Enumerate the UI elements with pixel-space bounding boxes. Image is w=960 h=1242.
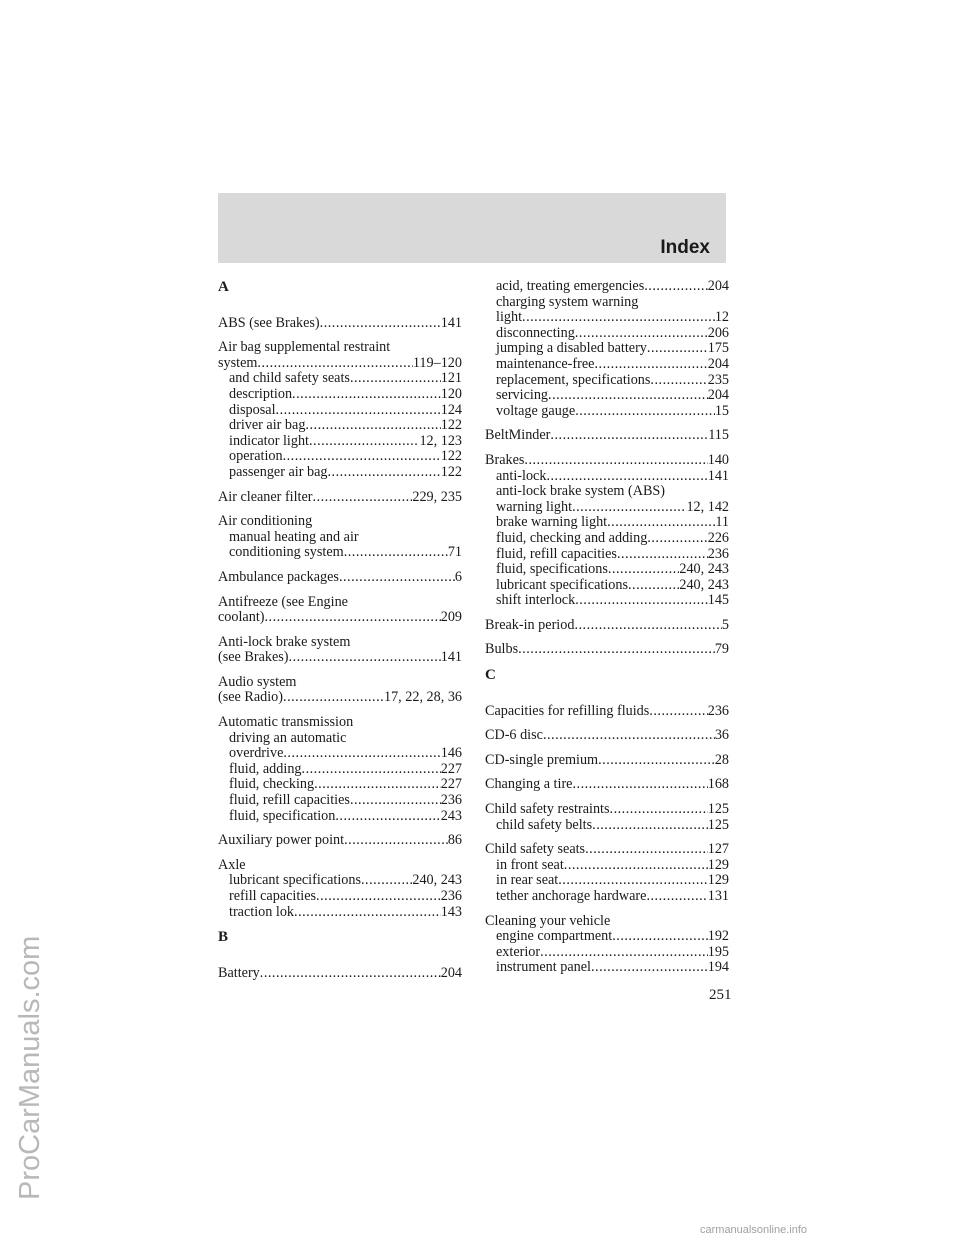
- dot-leader: [518, 642, 715, 658]
- index-entry-line: [218, 715, 462, 731]
- index-entry-line: [485, 753, 729, 769]
- dot-leader: [339, 570, 455, 586]
- index-term: Air conditioning: [218, 513, 313, 530]
- index-subentry-line: [218, 762, 462, 778]
- index-term: Ambulance packages: [218, 568, 339, 585]
- index-entry: [485, 618, 729, 634]
- index-entry: [218, 490, 462, 506]
- index-term: anti-lock brake system (ABS): [496, 483, 666, 500]
- index-subentry-line: [485, 562, 729, 578]
- index-entry-line: [218, 595, 462, 611]
- dot-leader: [574, 618, 721, 634]
- dot-leader: [591, 960, 708, 976]
- index-subentry-line: [485, 593, 729, 609]
- index-page-ref: 71: [447, 544, 462, 561]
- index-page-ref: 122: [440, 448, 462, 465]
- index-subentry-line: [485, 818, 729, 834]
- index-entry-line: [218, 690, 462, 706]
- index-entry: [485, 279, 729, 419]
- index-page-ref: 12, 123: [419, 432, 462, 449]
- index-term: Child safety seats: [485, 841, 586, 858]
- index-term: Antifreeze (see Engine: [218, 593, 348, 610]
- index-term: servicing: [496, 387, 549, 404]
- index-entry-line: [218, 675, 462, 691]
- dot-leader: [313, 490, 413, 506]
- index-term: fluid, specification: [229, 807, 336, 824]
- index-page-ref: 122: [440, 463, 462, 480]
- index-letter-heading: C: [485, 667, 496, 684]
- index-subentry-line: [485, 388, 729, 404]
- index-subentry-line: [218, 530, 462, 546]
- dot-leader: [546, 469, 707, 485]
- index-page-ref: 17, 22, 28, 36: [383, 689, 462, 706]
- index-page-ref: 227: [440, 760, 462, 777]
- index-term: jumping a disabled battery: [496, 340, 647, 357]
- index-term: Auxiliary power point: [218, 832, 345, 849]
- index-term: Break-in period: [485, 616, 575, 633]
- index-term: coolant): [218, 609, 265, 626]
- dot-leader: [612, 929, 708, 945]
- index-term: fluid, refill capacities: [229, 792, 350, 809]
- index-term: Axle: [218, 856, 246, 873]
- dot-leader: [302, 762, 441, 778]
- index-term: warning light: [496, 498, 573, 515]
- dot-leader: [264, 610, 440, 626]
- index-term: traction lok: [229, 903, 295, 920]
- index-subentry-line: [485, 873, 729, 889]
- dot-leader: [540, 945, 708, 961]
- index-subentry-line: [218, 371, 462, 387]
- dot-leader: [647, 531, 707, 547]
- index-page-ref: 240, 243: [412, 872, 462, 889]
- index-page-ref: 15: [714, 402, 729, 419]
- dot-leader: [283, 690, 384, 706]
- index-page-ref: 236: [707, 702, 729, 719]
- dot-leader: [607, 515, 715, 531]
- index-subentry-line: [218, 449, 462, 465]
- index-subentry-line: [485, 326, 729, 342]
- index-entry-line: [485, 777, 729, 793]
- index-entry: [485, 842, 729, 904]
- index-term: in front seat: [496, 856, 564, 873]
- index-entry: [485, 728, 729, 744]
- index-page-ref: 206: [707, 324, 729, 341]
- index-entry-line: [218, 635, 462, 651]
- index-page-ref: 204: [707, 387, 729, 404]
- index-page-ref: 131: [707, 888, 729, 904]
- index-term: lubricant specifications: [229, 872, 361, 889]
- index-subentry-line: [218, 793, 462, 809]
- index-term: engine compartment: [496, 928, 613, 945]
- dot-leader: [610, 802, 708, 818]
- index-entry-line: [218, 833, 462, 849]
- dot-leader: [575, 326, 708, 342]
- index-subentry-line: [485, 929, 729, 945]
- index-page-ref: 122: [440, 417, 462, 434]
- index-term: driver air bag: [229, 417, 306, 434]
- index-term: fluid, adding: [229, 760, 302, 777]
- index-term: indicator light: [229, 432, 309, 449]
- index-page-ref: 204: [440, 964, 462, 981]
- index-entry: [485, 453, 729, 609]
- index-page-ref: 240, 243: [679, 576, 729, 593]
- index-term: conditioning system: [229, 544, 344, 561]
- index-page-ref: 236: [440, 888, 462, 904]
- index-entry: [485, 642, 729, 658]
- dot-leader: [543, 728, 715, 744]
- dot-leader: [344, 833, 448, 849]
- index-term: driving an automatic: [229, 729, 347, 746]
- index-term: CD-single premium: [485, 751, 599, 768]
- index-term: CD-6 disc: [485, 727, 543, 744]
- index-term: acid, treating emergencies: [496, 278, 645, 294]
- index-page-ref: 209: [440, 609, 462, 626]
- index-term: instrument panel: [496, 959, 591, 976]
- index-subentry-line: [218, 465, 462, 481]
- index-term: Audio system: [218, 673, 297, 690]
- index-subentry-line: [485, 547, 729, 563]
- index-subentry-line: [218, 545, 462, 561]
- index-subentry-line: [218, 809, 462, 825]
- index-page-ref: 243: [440, 807, 462, 824]
- dot-leader: [524, 453, 707, 469]
- index-term: child safety belts: [496, 816, 593, 833]
- index-entry: [218, 635, 462, 666]
- index-entry: [485, 914, 729, 976]
- index-entry-line: [218, 356, 462, 372]
- index-term: shift interlock: [496, 592, 576, 609]
- index-entry: [218, 595, 462, 626]
- index-page-ref: 129: [707, 856, 729, 873]
- dot-leader: [361, 873, 412, 889]
- index-page-ref: 120: [440, 385, 462, 402]
- index-term: light: [496, 309, 523, 326]
- index-entry-line: [218, 858, 462, 874]
- dot-leader: [617, 547, 708, 563]
- index-subentry-line: [485, 373, 729, 389]
- index-subentry-line: [485, 484, 729, 500]
- dot-leader: [647, 341, 708, 357]
- index-entry-line: [485, 642, 729, 658]
- index-page-ref: 141: [707, 467, 729, 484]
- index-page-ref: 146: [440, 745, 462, 762]
- index-term: refill capacities: [229, 888, 317, 904]
- index-term: Brakes: [485, 451, 525, 468]
- dot-leader: [650, 373, 707, 389]
- index-term: and child safety seats: [229, 370, 350, 387]
- dot-leader: [314, 777, 441, 793]
- header-band: [218, 193, 726, 263]
- index-entry-line: [218, 570, 462, 586]
- index-page-ref: 115: [708, 427, 729, 444]
- index-page-ref: 235: [707, 371, 729, 388]
- dot-leader: [598, 753, 715, 769]
- index-page-ref: 86: [447, 832, 462, 849]
- dot-leader: [260, 966, 441, 982]
- index-term: exterior: [496, 943, 541, 960]
- index-subentry-line: [218, 731, 462, 747]
- dot-leader: [644, 279, 707, 295]
- index-page-ref: 240, 243: [679, 561, 729, 578]
- dot-leader: [294, 905, 441, 921]
- index-page-ref: 141: [440, 314, 462, 331]
- index-term: ABS (see Brakes): [218, 314, 320, 331]
- dot-leader: [276, 403, 441, 419]
- index-entry: [485, 753, 729, 769]
- index-subentry-line: [485, 515, 729, 531]
- index-entry-line: [218, 340, 462, 356]
- index-page-ref: 145: [707, 592, 729, 609]
- index-subentry-line: [218, 873, 462, 889]
- index-entry: [218, 514, 462, 561]
- index-page-ref: 141: [440, 649, 462, 666]
- dot-leader: [558, 873, 707, 889]
- index-entry: [218, 833, 462, 849]
- index-term: lubricant specifications: [496, 576, 628, 593]
- index-entry: [218, 966, 462, 982]
- index-term: Battery: [218, 964, 260, 981]
- dot-leader: [646, 889, 707, 905]
- index-entry: [218, 570, 462, 586]
- index-entry-line: [485, 453, 729, 469]
- index-term: anti-lock: [496, 467, 547, 484]
- index-term: disconnecting: [496, 324, 575, 341]
- dot-leader: [344, 545, 448, 561]
- watermark-procarmanuals: ProCarManuals.com: [14, 935, 46, 1200]
- dot-leader: [283, 449, 441, 465]
- dot-leader: [550, 428, 708, 444]
- dot-leader: [572, 500, 686, 516]
- index-page-ref: 143: [440, 903, 462, 920]
- index-subentry-line: [485, 578, 729, 594]
- index-page-ref: 119–120: [412, 354, 462, 371]
- index-term: (see Radio): [218, 689, 284, 706]
- index-term: Bulbs: [485, 641, 519, 658]
- index-term: in rear seat: [496, 872, 559, 889]
- index-term: operation: [229, 448, 283, 465]
- index-page-ref: 28: [714, 751, 729, 768]
- dot-leader: [572, 777, 707, 793]
- index-entry-line: [485, 618, 729, 634]
- index-term: passenger air bag: [229, 463, 328, 480]
- index-subentry-line: [218, 418, 462, 434]
- page-number: 251: [709, 987, 732, 1003]
- dot-leader: [320, 316, 441, 332]
- index-subentry-line: [218, 434, 462, 450]
- dot-leader: [592, 818, 708, 834]
- index-entry: [485, 802, 729, 833]
- dot-leader: [316, 889, 441, 905]
- index-entry: [485, 777, 729, 793]
- index-letter-heading: B: [218, 929, 229, 946]
- dot-leader: [608, 562, 679, 578]
- index-term: BeltMinder: [485, 427, 551, 444]
- index-subentry-line: [485, 960, 729, 976]
- dot-leader: [628, 578, 679, 594]
- index-page-ref: 6: [454, 568, 462, 585]
- index-term: Automatic transmission: [218, 714, 354, 731]
- index-term: fluid, checking: [229, 776, 315, 793]
- dot-leader: [289, 650, 441, 666]
- index-entry-line: [218, 650, 462, 666]
- index-term: charging system warning: [496, 293, 639, 310]
- index-subentry-line: [485, 279, 729, 295]
- index-page-ref: 194: [707, 959, 729, 976]
- index-term: replacement, specifications: [496, 371, 651, 388]
- index-term: fluid, checking and adding: [496, 529, 648, 546]
- index-term: Air cleaner filter: [218, 488, 313, 505]
- index-page-ref: 36: [714, 727, 729, 744]
- index-subentry-line: [485, 889, 729, 905]
- index-entry-line: [218, 490, 462, 506]
- index-letter-heading: A: [218, 279, 229, 295]
- index-column-left: [218, 270, 462, 990]
- index-term: manual heating and air: [229, 528, 359, 545]
- index-subentry-line: [485, 469, 729, 485]
- index-subentry-line: [218, 746, 462, 762]
- dot-leader: [522, 310, 715, 326]
- index-page-ref: 125: [707, 801, 729, 818]
- index-page-ref: 5: [721, 616, 729, 633]
- index-term: Changing a tire: [485, 776, 573, 793]
- index-subentry-line: [218, 905, 462, 921]
- watermark-carmanualsonline: carmanualsonline.info: [700, 1224, 808, 1236]
- index-page-ref: 227: [440, 776, 462, 793]
- index-entry: [485, 704, 729, 720]
- index-page-ref: 129: [707, 872, 729, 889]
- index-entry-line: [485, 842, 729, 858]
- dot-leader: [350, 371, 441, 387]
- index-column-right: [485, 279, 729, 985]
- index-subentry-line: [485, 357, 729, 373]
- dot-leader: [575, 593, 708, 609]
- index-entry-line: [485, 704, 729, 720]
- index-term: Anti-lock brake system: [218, 633, 351, 650]
- index-page-ref: 195: [707, 943, 729, 960]
- dot-leader: [594, 357, 707, 373]
- index-subentry-line: [485, 945, 729, 961]
- index-entry-line: [218, 514, 462, 530]
- dot-leader: [327, 465, 440, 481]
- index-term: disposal: [229, 401, 276, 418]
- index-subentry-line: [485, 858, 729, 874]
- index-term: fluid, specifications: [496, 561, 608, 578]
- index-term: Child safety restraints: [485, 801, 610, 818]
- dot-leader: [305, 418, 440, 434]
- index-term: (see Brakes): [218, 649, 289, 666]
- index-page-ref: 12, 142: [686, 498, 729, 515]
- dot-leader: [548, 388, 708, 404]
- index-subentry-line: [485, 295, 729, 311]
- index-page-ref: 127: [707, 841, 729, 858]
- dot-leader: [649, 704, 707, 720]
- index-subentry-line: [218, 889, 462, 905]
- dot-leader: [292, 387, 441, 403]
- index-entry: [218, 675, 462, 706]
- dot-leader: [575, 404, 715, 420]
- index-term: tether anchorage hardware: [496, 888, 647, 904]
- index-page-ref: 121: [440, 370, 462, 387]
- index-term: overdrive: [229, 745, 284, 762]
- dot-leader: [564, 858, 708, 874]
- index-entry: [218, 858, 462, 920]
- index-page-ref: 192: [707, 928, 729, 945]
- index-entry-line: [485, 802, 729, 818]
- index-term: brake warning light: [496, 514, 608, 531]
- index-page-ref: 124: [440, 401, 462, 418]
- index-entry-line: [485, 914, 729, 930]
- index-page-ref: 140: [707, 451, 729, 468]
- dot-leader: [350, 793, 441, 809]
- index-term: voltage gauge: [496, 402, 576, 419]
- dot-leader: [283, 746, 440, 762]
- index-term: Air bag supplemental restraint: [218, 339, 391, 356]
- index-entry-line: [485, 728, 729, 744]
- index-term: fluid, refill capacities: [496, 545, 617, 562]
- index-entry: [218, 340, 462, 480]
- index-page-ref: 79: [714, 641, 729, 658]
- index-subentry-line: [218, 403, 462, 419]
- index-subentry-line: [485, 531, 729, 547]
- index-subentry-line: [485, 404, 729, 420]
- index-page-ref: 125: [707, 816, 729, 833]
- index-page-ref: 226: [707, 529, 729, 546]
- index-entry-line: [218, 610, 462, 626]
- index-entry: [218, 316, 462, 332]
- index-page-ref: 11: [715, 514, 729, 531]
- dot-leader: [335, 809, 440, 825]
- index-page-ref: 236: [707, 545, 729, 562]
- index-page-ref: 229, 235: [412, 488, 462, 505]
- dot-leader: [309, 434, 419, 450]
- dot-leader: [585, 842, 708, 858]
- index-page-ref: 204: [707, 278, 729, 294]
- index-subentry-line: [485, 310, 729, 326]
- index-page-ref: 175: [707, 340, 729, 357]
- index-subentry-line: [485, 341, 729, 357]
- index-entry: [218, 715, 462, 824]
- index-entry-line: [218, 966, 462, 982]
- index-term: description: [229, 385, 293, 402]
- page-title: Index: [660, 237, 710, 258]
- index-term: system: [218, 354, 258, 371]
- index-entry: [485, 428, 729, 444]
- index-term: Cleaning your vehicle: [485, 912, 611, 929]
- index-term: Capacities for refilling fluids: [485, 702, 650, 719]
- index-entry-line: [485, 428, 729, 444]
- index-subentry-line: [485, 500, 729, 516]
- index-entry-line: [218, 316, 462, 332]
- index-page-ref: 236: [440, 792, 462, 809]
- index-subentry-line: [218, 387, 462, 403]
- index-page-ref: 204: [707, 355, 729, 372]
- dot-leader: [257, 356, 412, 372]
- index-subentry-line: [218, 777, 462, 793]
- index-term: maintenance-free: [496, 355, 595, 372]
- index-page-ref: 12: [714, 309, 729, 326]
- index-page-ref: 168: [707, 776, 729, 793]
